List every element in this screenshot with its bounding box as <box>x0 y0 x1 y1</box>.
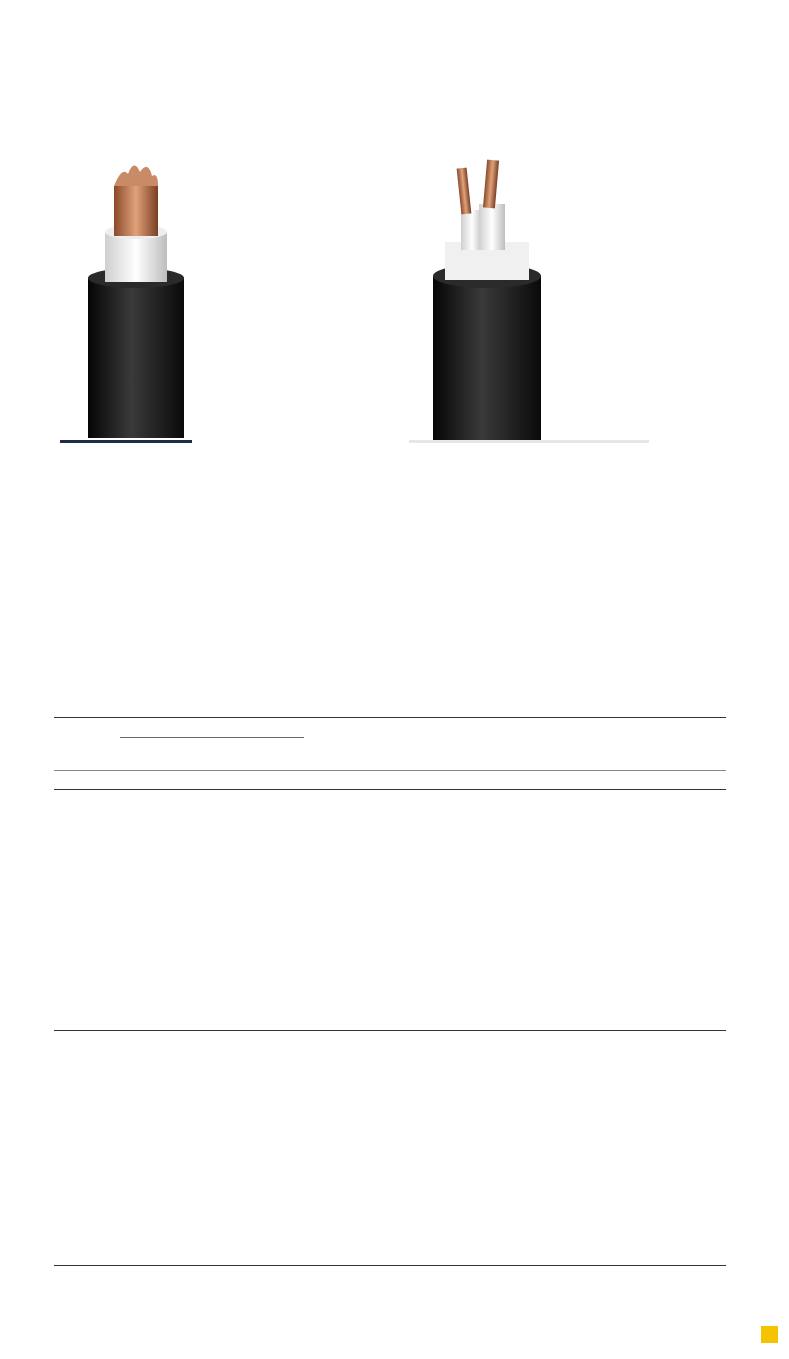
multi-core-cable-illustration <box>409 146 649 443</box>
header-rule <box>54 770 726 771</box>
page-number <box>761 1326 778 1343</box>
units-rule <box>54 789 726 790</box>
table-top-rule <box>54 717 726 718</box>
single-core-cable-figure <box>60 146 350 443</box>
table-bottom-rule <box>54 1265 726 1266</box>
group-separator-rule <box>54 1030 726 1031</box>
multi-core-cable-figure <box>409 146 649 443</box>
single-core-cable-illustration <box>60 146 350 443</box>
conductor-group-rule <box>120 737 304 738</box>
